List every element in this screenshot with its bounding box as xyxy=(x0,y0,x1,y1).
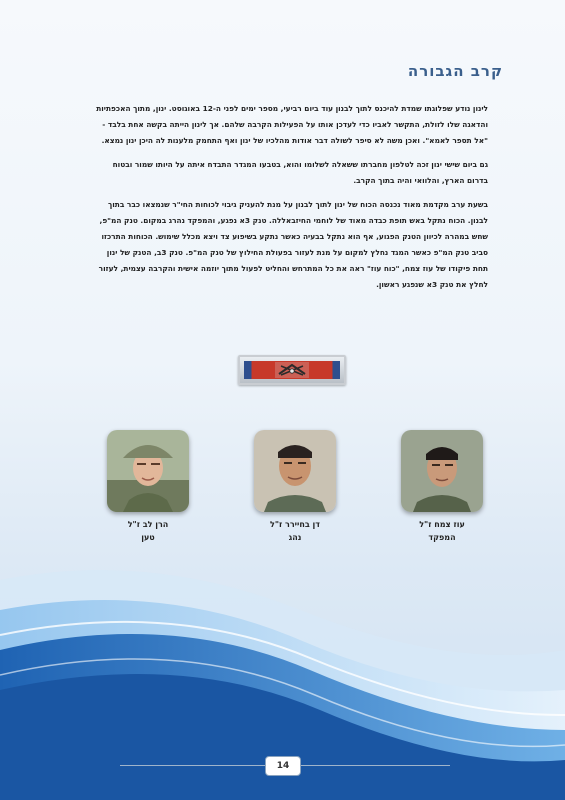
portrait-card-right xyxy=(401,430,483,544)
portrait-name: עוז צמח ז"ל xyxy=(419,520,465,529)
article-body xyxy=(90,101,488,301)
portrait-photo xyxy=(401,430,483,512)
portrait-role: נהג xyxy=(288,533,302,542)
portrait-name: הרן לב ז"ל xyxy=(127,520,169,529)
portrait-name: דן בחיירר ז"ל xyxy=(270,520,320,529)
page-number: 14 xyxy=(265,756,301,776)
portrait-photo xyxy=(107,430,189,512)
portrait-role: המפקד xyxy=(428,533,456,542)
page-title: קרב הגבורה xyxy=(407,62,503,80)
portrait-card-middle xyxy=(254,430,336,544)
paragraph-1: לינון נודע שפלוגתו שמדת להיכנס לתוך לבנון עוד ביום רביעי, מספר ימים לפני ה-12 באוגוסט. ינון, מתוך האכפתיות והדאגה שלו לזולת, התקשר לאביו כדי לעדכן אותו על הפעילות הקרבה שלהם. אך לינון הייתה בקשה אחת בלבד - "אל תספר לאמא". ואכן משה לא סיפר לשולה דבר אודות מהלכיו של ינון ואף התחמק מלענות לה היכן ינון נמצא. xyxy=(96,104,488,145)
portrait-card-left xyxy=(107,430,189,544)
paragraph-3: בשעת ערב מקדמת מאוד נכנסה הכוח של ינון לתוך לבנון על מנת להעניק גיבוי לכוחות החי"ר שנמצאו כבר בתוך לבנון. הכוח נתקל באש תופת כבדה מאוד של לוחמי החיזבאללה. טנק 3א נפגע, והמפקד נהרג במקום. טנק המ"פ, שחש במהרה לכיוון הטנק הפגוע, אף הוא נתקל בבעיה כאשר נתקע בשיפוע צד ויצא מכלל שימוש. הכוחות התרכזו סביב טנק המ"פ כאשר המגד נחלץ למקום על מנת לעזור בפעולת החילוץ של טנק המ"פ. טנק 3ב, הטנק של ינון תחת פיקודו של עוז צמח, "כוח עוז" ראה את כל המתרחש והחליט לפעול מתוך יוזמה אישית והקרבה עצמית, לעזור לחלץ את טנק 3א שנפגע ראשון. xyxy=(98,200,488,289)
paragraph-2: גם ביום שישי ינון זכה לטלפון מחברתו ששאלה לשלומו והוא, בטבעו המגדר התבדח איתה על היותו שמור ובטוח בדרום הארץ, והלוואי והיה בתוך הקרב. xyxy=(112,160,488,185)
medal-ribbon-icon xyxy=(238,355,346,385)
portrait-photo xyxy=(254,430,336,512)
ribbon-emblem-icon xyxy=(275,362,309,378)
portrait-role: טען xyxy=(141,533,155,542)
